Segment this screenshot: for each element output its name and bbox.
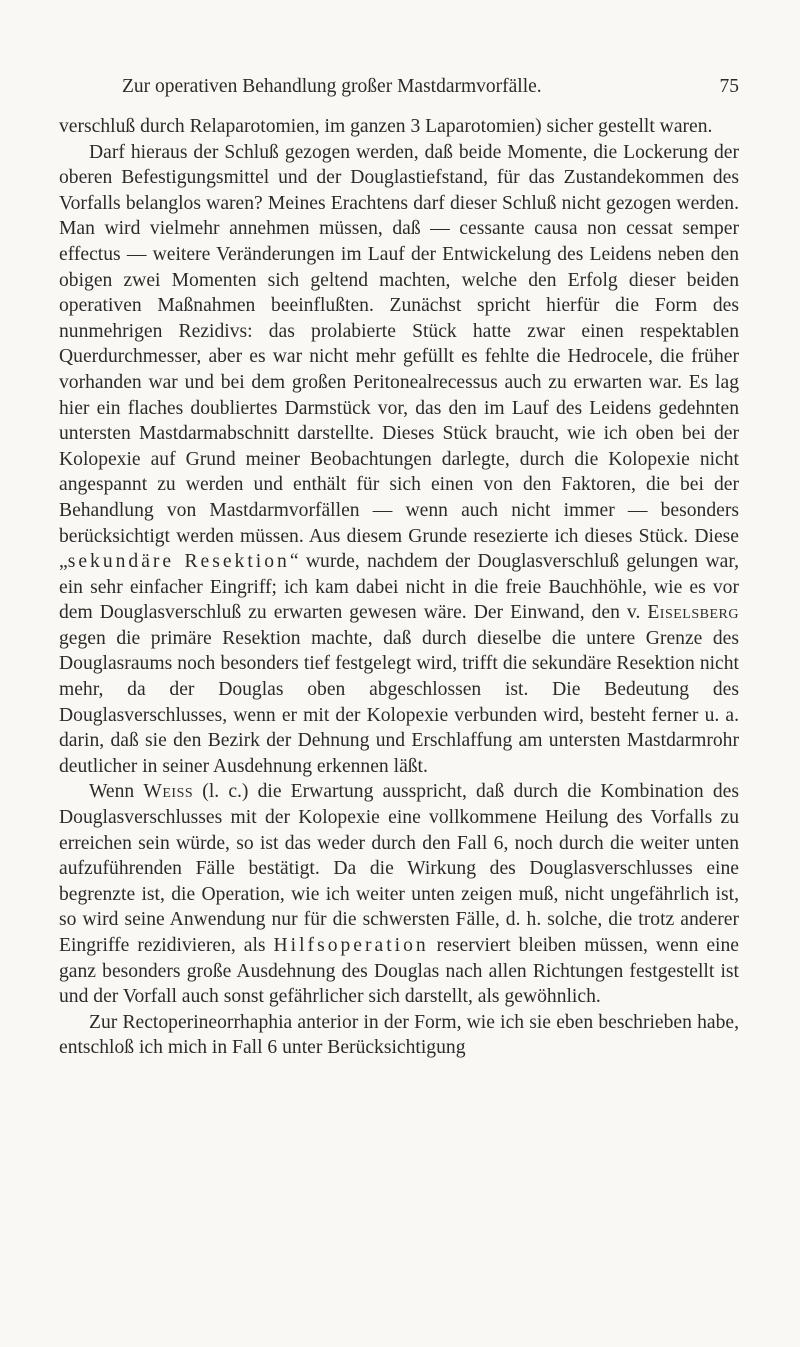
text-run: (l. c.) die Erwartung ausspricht, daß durch die Kombination des Douglasverschlusses mit der Kolopexie eine vollkommene Heilung des Vorfalls zu erreichen sein würde, so ist das weder durch den Fall 6, noch durch die weiter unten aufzuführenden Fälle bestätigt. Da die Wirkung des Douglasverschlusses eine begrenzte ist, die Operation, wie ich weiter unten zeigen muß, nicht ungefährlich ist, so wird seine Anwendung nur für die schwersten Fälle, d. h. solche, die trotz anderer Eingriffe rezidivieren, als — [59, 781, 739, 956]
page-header — [122, 72, 739, 102]
paragraph — [59, 779, 739, 1009]
text-run: Wenn — [89, 781, 144, 803]
text-run: “ wurde, nachdem der Douglasverschluß gelungen war, ein sehr einfacher Eingriff; ich kam dabei nicht in die freie Bauchhöhle, wie es vor dem Douglasverschluß zu erwarten gewesen wäre. Der Einwand, den v. — [59, 551, 739, 624]
paragraph — [59, 1010, 739, 1061]
paragraph — [59, 114, 739, 140]
spaced-emphasis: sekundäre Resektion — [67, 551, 290, 573]
running-title: Zur operativen Behandlung großer Mastdarmvorfälle. — [122, 76, 542, 97]
text-run: Zur Rectoperineorrhaphia anterior in der Form, wie ich sie eben beschrieben habe, entschloß ich mich in Fall 6 unter Berücksichtigung — [59, 1011, 739, 1059]
text-run: verschluß durch Relaparotomien, im ganzen 3 Laparotomien) sicher gestellt waren. — [59, 116, 713, 137]
text-run: reserviert bleiben müssen, wenn eine ganz besonders große Ausdehnung des Douglas nach allen Richtungen festgestellt ist und der Vorfall auch sonst gefährlicher sich darstellt, als gewöhnlich. — [59, 935, 739, 1008]
author-name: Eiselsberg — [647, 602, 739, 624]
page-number: 75 — [719, 76, 739, 97]
text-run: gegen die primäre Resektion machte, daß durch dieselbe die untere Grenze des Douglasraums noch besonders tief festgelegt wird, trifft die sekundäre Resektion nicht mehr, da der Douglas oben abgeschlossen ist. Die Bedeutung des Douglasverschlusses, wenn er mit der Kolopexie verbunden wird, besteht ferner u. a. darin, daß sie den Bezirk der Dehnung und Erschlaffung am untersten Mastdarmrohr deutlicher in seiner Ausdehnung erkennen läßt. — [59, 627, 739, 777]
author-name: Weiss — [143, 781, 194, 803]
text-run: Darf hieraus der Schluß gezogen werden, daß beide Momente, die Lockerung der oberen Befestigungsmittel und der Douglastiefstand, für das Zustandekommen des Vorfalls belanglos waren? Meines Erachtens darf dieser Schluß nicht gezogen werden. Man wird vielmehr annehmen müssen, daß — cessante causa non cessat semper effectus — weitere Veränderungen im Lauf der Entwickelung des Leidens neben den obigen zwei Momenten sich geltend machten, welche den Erfolg dieser beiden operativen Maßnahmen beeinflußten. Zunächst spricht hierfür die Form des nunmehrigen Rezidivs: das prolabierte Stück hatte zwar einen respektablen Querdurchmesser, aber es war nicht mehr gefüllt es fehlte die Hedrocele, die früher vorhanden war und bei dem großen Peritonealrecessus auch zu erwarten war. Es lag hier ein flaches doubliertes Darmstück vor, das den im Lauf des Leidens gedehnten untersten Mastdarmabschnitt darstellte. Dieses Stück braucht, wie ich oben bei der Kolopexie auf Grund meiner Beobachtungen darlegte, durch die Kolopexie nicht angespannt zu werden und enthält für sich einen von den Faktoren, die bei der Behandlung von Mastdarmvorfällen — wenn auch nicht immer — besonders berücksichtigt werden müssen. Aus diesem Grunde resezierte ich dieses Stück. Diese „ — [59, 141, 739, 573]
spaced-emphasis: Hilfsoperation — [273, 935, 429, 956]
body-text — [59, 114, 739, 1061]
paragraph — [59, 140, 739, 780]
